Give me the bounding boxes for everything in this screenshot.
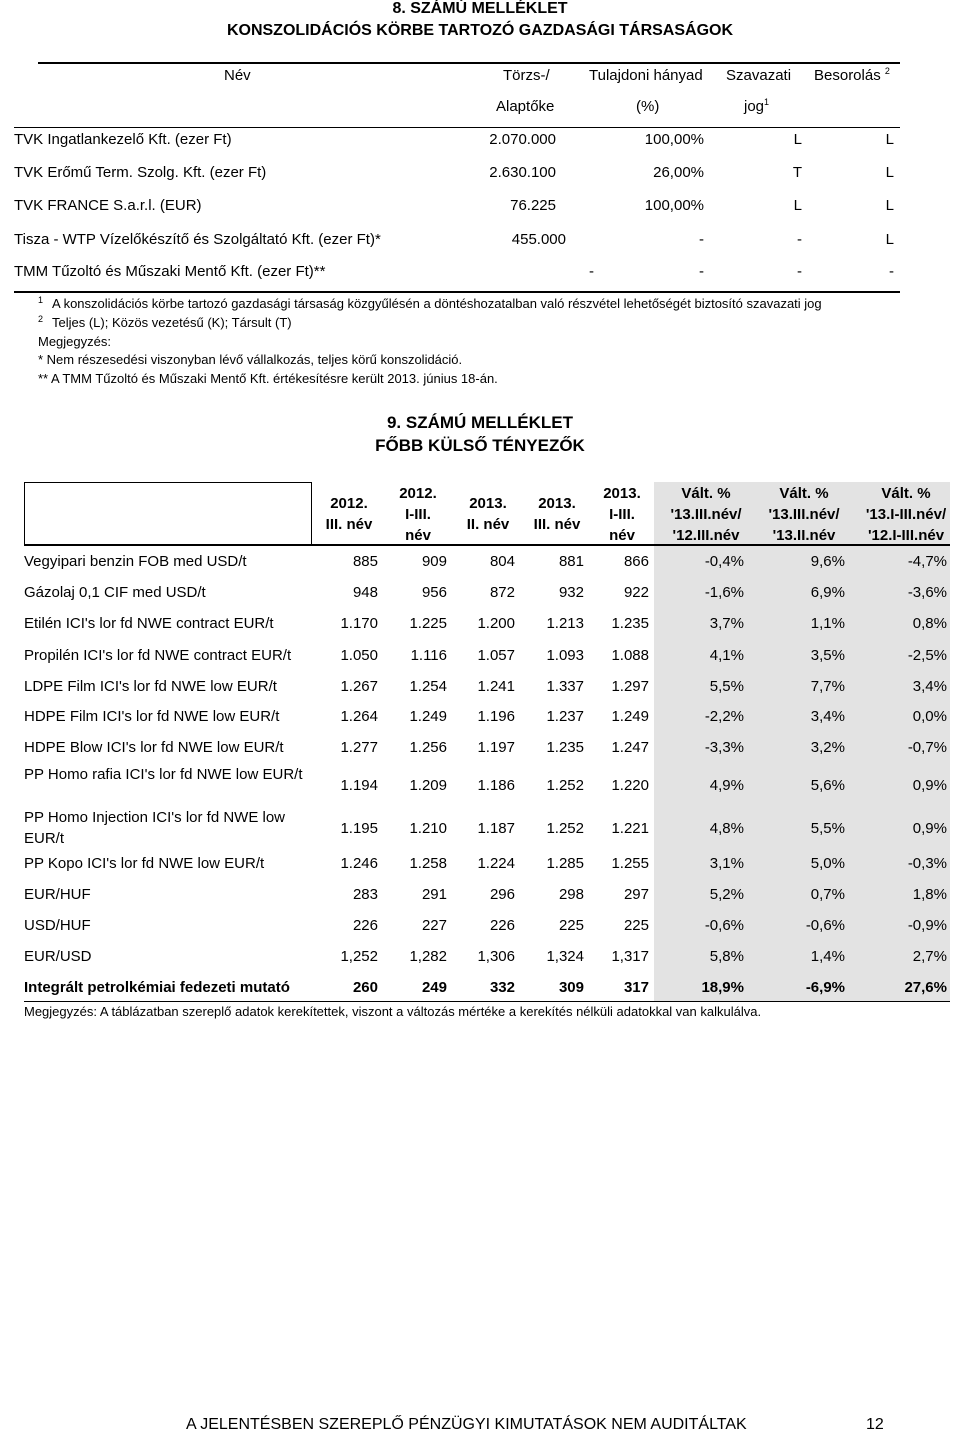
cell-value: 1.093 <box>546 647 584 664</box>
cell-value: 3,4% <box>810 708 845 725</box>
footnote-1: 1 A konszolidációs körbe tartozó gazdasági társaság közgyűlésén a döntéshozatalban való részvétel lehetőségét biztosító szavazati jog <box>38 295 822 311</box>
cell-value: 1.050 <box>340 647 378 664</box>
col-header-class: Besorolás $^2$ <box>814 66 890 84</box>
cell-value: 1.209 <box>409 776 447 794</box>
cell-value: 5,2% <box>709 886 744 903</box>
cell-value: 0,7% <box>810 886 845 903</box>
cell-value: 804 <box>489 553 515 570</box>
col-header-7-line-3: '13.II.név <box>772 527 836 544</box>
cell-value: 1.337 <box>546 678 584 695</box>
share-value: 26,00% <box>653 164 704 181</box>
cell-value: 1.220 <box>611 776 649 794</box>
cell-value: -0,4% <box>704 553 744 570</box>
cell-value: 283 <box>352 886 378 903</box>
cell-value: -2,5% <box>907 647 947 664</box>
capital-value: 455.000 <box>511 231 566 248</box>
cell-value: 932 <box>558 584 584 601</box>
table-row <box>14 231 900 259</box>
cell-value: 298 <box>558 886 584 903</box>
cell-value: 1.187 <box>477 819 515 837</box>
class-value: L <box>885 131 894 148</box>
cell-value: 3,2% <box>810 739 845 756</box>
capital-value: 76.225 <box>510 197 556 214</box>
cell-value: 1.237 <box>546 708 584 725</box>
cell-value: 0,9% <box>912 819 947 837</box>
cell-value: -1,6% <box>704 584 744 601</box>
share-value: 100,00% <box>644 131 704 148</box>
cell-value: 1,306 <box>477 948 515 965</box>
section8-title: 8. SZÁMÚ MELLÉKLET <box>392 0 568 17</box>
cell-value: 227 <box>421 917 447 934</box>
col-header-2-line-2: I-III. <box>405 506 431 523</box>
cell-value: 296 <box>489 886 515 903</box>
cell-value: 291 <box>421 886 447 903</box>
cell-value: 6,9% <box>810 584 845 601</box>
capital-value: 2.070.000 <box>489 131 556 148</box>
cell-value: 1.224 <box>477 855 515 872</box>
cell-value: 3,1% <box>709 855 744 872</box>
cell-value: 956 <box>421 584 447 601</box>
cell-value: 1.246 <box>340 855 378 872</box>
cell-value: -0,7% <box>907 739 947 756</box>
vote-value: L <box>793 197 802 214</box>
col-header-8-line-3: '12.I-III.név <box>867 527 945 544</box>
col-header-4-line-2: III. név <box>533 516 581 533</box>
col-header-5-line-3: név <box>609 527 635 544</box>
col-header-capital: Törzs-/ <box>503 67 550 84</box>
cell-value: 1.225 <box>409 615 447 632</box>
cell-value: 5,6% <box>810 776 845 794</box>
col-header-6-line-1: Vált. % <box>681 485 731 502</box>
company-name: TVK FRANCE S.a.r.l. (EUR) <box>14 197 202 214</box>
cell-value: 1.200 <box>477 615 515 632</box>
cell-value: 4,1% <box>709 647 744 664</box>
company-name: TMM Tűzoltó és Műszaki Mentő Kft. (ezer Ft)** <box>14 263 326 280</box>
cell-value: 1.255 <box>611 855 649 872</box>
col-header-2-line-1: 2012. <box>399 485 437 502</box>
note-1: * Nem részesedési viszonyban lévő vállalkozás, teljes körű konszolidáció. <box>38 352 463 367</box>
table-row <box>24 613 950 634</box>
cell-value: 1.235 <box>611 615 649 632</box>
cell-value: 881 <box>558 553 584 570</box>
cell-value: 1.170 <box>340 615 378 632</box>
cell-value: 1.057 <box>477 647 515 664</box>
cell-value: 1.195 <box>340 819 378 837</box>
share-value: - <box>699 231 704 248</box>
cell-value: 1.221 <box>611 819 649 837</box>
cell-value: 3,5% <box>810 647 845 664</box>
capital-value: 2.630.100 <box>489 164 556 181</box>
cell-value: 249 <box>421 979 447 996</box>
cell-value: -6,9% <box>805 979 845 996</box>
section9-title: 9. SZÁMÚ MELLÉKLET <box>386 413 574 432</box>
cell-value: 4,8% <box>709 819 744 837</box>
cell-value: -0,6% <box>805 917 845 934</box>
table1-bottom-rule <box>14 291 900 293</box>
class-value: L <box>885 197 894 214</box>
cell-value: 4,9% <box>709 776 744 794</box>
cell-value: 332 <box>489 979 515 996</box>
cell-value: 7,7% <box>810 678 845 695</box>
cell-value: -2,2% <box>704 708 744 725</box>
cell-value: 297 <box>623 886 649 903</box>
table2-bottom-rule <box>24 1001 950 1002</box>
col-header-7-line-2: '13.III.név/ <box>768 506 840 523</box>
cell-value: 5,0% <box>810 855 845 872</box>
cell-value: 9,6% <box>810 553 845 570</box>
company-name: Tisza - WTP Vízelőkészítő és Szolgáltató Kft. (ezer Ft)* <box>14 231 381 248</box>
col-header-name: Név <box>224 67 251 84</box>
table-row <box>14 131 900 159</box>
table-row <box>24 977 950 998</box>
col-header-7-line-1: Vált. % <box>779 485 829 502</box>
cell-value: 1.241 <box>477 678 515 695</box>
cell-value: 922 <box>623 584 649 601</box>
cell-value: 1.277 <box>340 739 378 756</box>
cell-value: 1,324 <box>546 948 584 965</box>
cell-value: 872 <box>489 584 515 601</box>
cell-value: 1.258 <box>409 855 447 872</box>
col-header-5-line-1: 2013. <box>603 485 641 502</box>
row-label: LDPE Film ICI's lor fd NWE low EUR/t <box>24 678 277 695</box>
cell-value: -3,6% <box>907 584 947 601</box>
row-label: PP Homo Injection ICI's lor fd NWE low EUR/t <box>24 809 286 847</box>
cell-value: 260 <box>352 979 378 996</box>
cell-value: 1,8% <box>912 886 947 903</box>
cell-value: 27,6% <box>904 979 947 996</box>
row-label: HDPE Film ICI's lor fd NWE low EUR/t <box>24 708 280 725</box>
footnote-2: 2 Teljes (L); Közös vezetésű (K); Társult (T) <box>38 314 292 330</box>
col-header-1-line-2: III. név <box>325 516 373 533</box>
col-header-4-line-1: 2013. <box>538 495 576 512</box>
row-label: Gázolaj 0,1 CIF med USD/t <box>24 584 206 601</box>
cell-value: -0,3% <box>907 855 947 872</box>
company-name: TVK Ingatlankezelő Kft. (ezer Ft) <box>14 131 232 148</box>
cell-value: 5,8% <box>709 948 744 965</box>
cell-value: 1.194 <box>340 776 378 794</box>
cell-value: 885 <box>352 553 378 570</box>
col-header-3-line-2: II. név <box>466 516 510 533</box>
cell-value: 0,0% <box>912 708 947 725</box>
col-header-share-2: (%) <box>636 98 660 115</box>
table-row <box>24 737 950 758</box>
row-label: EUR/HUF <box>24 886 91 903</box>
table-row <box>24 645 950 666</box>
cell-value: 1,1% <box>810 615 845 632</box>
cell-value: 1.210 <box>409 819 447 837</box>
company-name: TVK Erőmű Term. Szolg. Kft. (ezer Ft) <box>14 164 267 181</box>
table1-top-rule <box>38 62 900 64</box>
cell-value: 1.254 <box>409 678 447 695</box>
cell-value: 1.247 <box>611 739 649 756</box>
cell-value: 226 <box>489 917 515 934</box>
cell-value: -0,9% <box>907 917 947 934</box>
table-row <box>24 807 950 849</box>
table-row <box>24 884 950 905</box>
class-value: - <box>889 263 894 280</box>
cell-value: 5,5% <box>709 678 744 695</box>
cell-value: 1,4% <box>810 948 845 965</box>
cell-value: 0,9% <box>912 776 947 794</box>
cell-value: 1,317 <box>611 948 649 965</box>
vote-value: T <box>792 164 802 181</box>
col-header-vote: Szavazati <box>726 67 792 84</box>
table-row <box>24 582 950 603</box>
vote-value: - <box>797 231 802 248</box>
table-row <box>24 764 950 806</box>
class-value: L <box>885 164 894 181</box>
row-label: PP Homo rafia ICI's lor fd NWE low EUR/t <box>24 766 303 783</box>
cell-value: 309 <box>558 979 584 996</box>
row-label: PP Kopo ICI's lor fd NWE low EUR/t <box>24 855 265 872</box>
table-row <box>14 164 900 192</box>
cell-value: 1.256 <box>409 739 447 756</box>
note-2: ** A TMM Tűzoltó és Műszaki Mentő Kft. értékesítésre került 2013. június 18-án. <box>38 371 498 386</box>
cell-value: 1.267 <box>340 678 378 695</box>
row-label: EUR/USD <box>24 948 92 965</box>
cell-value: 1.252 <box>546 776 584 794</box>
cell-value: 18,9% <box>701 979 744 996</box>
cell-value: 1.116 <box>410 647 447 664</box>
cell-value: 1.186 <box>477 776 515 794</box>
cell-value: 5,5% <box>810 819 845 837</box>
col-header-3-line-1: 2013. <box>469 495 507 512</box>
col-header-capital-2: Alaptőke <box>496 98 555 115</box>
cell-value: 1.213 <box>546 615 584 632</box>
table2-header-blank-cell <box>24 482 312 545</box>
row-label: Propilén ICI's lor fd NWE contract EUR/t <box>24 647 292 664</box>
table2-header-rule <box>24 544 950 546</box>
table-row <box>14 263 900 291</box>
capital-value: - <box>589 263 594 280</box>
cell-value: 3,7% <box>709 615 744 632</box>
table-row <box>24 853 950 874</box>
share-value: - <box>699 263 704 280</box>
vote-value: - <box>797 263 802 280</box>
cell-value: 1.297 <box>611 678 649 695</box>
cell-value: 1.249 <box>611 708 649 725</box>
row-label: USD/HUF <box>24 917 91 934</box>
note-title: Megjegyzés: <box>38 334 111 349</box>
cell-value: 1.197 <box>477 739 515 756</box>
cell-value: 0,8% <box>912 615 947 632</box>
row-label: HDPE Blow ICI's lor fd NWE low EUR/t <box>24 739 284 756</box>
cell-value: -0,6% <box>704 917 744 934</box>
cell-value: 866 <box>623 553 649 570</box>
cell-value: -3,3% <box>704 739 744 756</box>
table-row <box>24 706 950 727</box>
page-number: 12 <box>866 1416 884 1433</box>
cell-value: 1.249 <box>409 708 447 725</box>
cell-value: 1,252 <box>340 948 378 965</box>
col-header-6-line-3: '12.III.név <box>672 527 740 544</box>
col-header-5-line-2: I-III. <box>609 506 635 523</box>
col-header-6-line-2: '13.III.név/ <box>670 506 742 523</box>
vote-value: L <box>793 131 802 148</box>
cell-value: 2,7% <box>912 948 947 965</box>
cell-value: 225 <box>623 917 649 934</box>
cell-value: 226 <box>352 917 378 934</box>
col-header-vote-2: jog$^1$ <box>744 97 770 115</box>
table-row <box>24 676 950 697</box>
cell-value: 1.235 <box>546 739 584 756</box>
cell-value: 1.264 <box>340 708 378 725</box>
section9-subtitle: FŐBB KÜLSŐ TÉNYEZŐK <box>375 436 585 455</box>
cell-value: 225 <box>558 917 584 934</box>
col-header-1-line-1: 2012. <box>330 495 368 512</box>
section8-subtitle: KONSZOLIDÁCIÓS KÖRBE TARTOZÓ GAZDASÁGI TÁRSASÁGOK <box>226 22 734 39</box>
table2-note: Megjegyzés: A táblázatban szereplő adatok kerekítettek, viszont a változás mértéke a kerekítés nélküli adatokkal van kalkulálva. <box>24 1004 762 1019</box>
col-header-2-line-3: név <box>405 527 431 544</box>
cell-value: 3,4% <box>912 678 947 695</box>
cell-value: -4,7% <box>907 553 947 570</box>
cell-value: 909 <box>421 553 447 570</box>
table1-header-rule <box>14 127 900 128</box>
table-row <box>14 197 900 225</box>
cell-value: 317 <box>623 979 649 996</box>
table-row <box>24 946 950 967</box>
class-value: L <box>885 231 894 248</box>
cell-value: 948 <box>352 584 378 601</box>
row-label: Integrált petrolkémiai fedezeti mutató <box>24 979 290 996</box>
table-row <box>24 551 950 572</box>
cell-value: 1.088 <box>611 647 649 664</box>
row-label: Etilén ICI's lor fd NWE contract EUR/t <box>24 615 274 632</box>
row-label: Vegyipari benzin FOB med USD/t <box>24 553 247 570</box>
col-header-8-line-1: Vált. % <box>881 485 931 502</box>
cell-value: 1.285 <box>546 855 584 872</box>
table-row <box>24 915 950 936</box>
footer-text: A JELENTÉSBEN SZEREPLŐ PÉNZÜGYI KIMUTATÁSOK NEM AUDITÁLTAK <box>186 1416 747 1433</box>
share-value: 100,00% <box>644 197 704 214</box>
cell-value: 1.196 <box>477 708 515 725</box>
cell-value: 1,282 <box>409 948 447 965</box>
cell-value: 1.252 <box>546 819 584 837</box>
col-header-8-line-2: '13.I-III.név/ <box>865 506 947 523</box>
col-header-share: Tulajdoni hányad <box>589 67 703 84</box>
